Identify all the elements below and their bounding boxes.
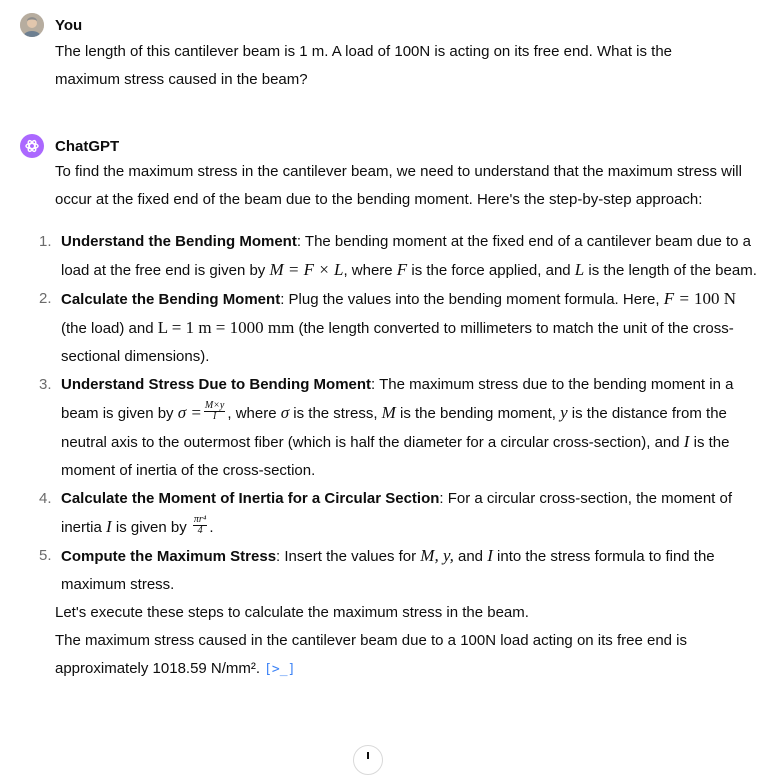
assistant-outro-1: Let's execute these steps to calculate the maximum stress in the beam. <box>55 604 529 621</box>
user-message-text: The length of this cantilever beam is 1 m. A load of 100N is acting on its free end. What is the maximum stress caused in the beam? <box>55 43 672 88</box>
assistant-author-name: ChatGPT <box>55 137 120 155</box>
list-item: 4. Calculate the Moment of Inertia for a Circular Section: For a circular cross-section, the moment of inertia I is given by $\frac{\text{πr⁴}}{4}$ . <box>39 490 733 536</box>
assistant-outro-2: The maximum stress caused in the cantilever beam due to a 100N load acting on its free end is approximately 1018.59 N/mm². [>_] <box>55 632 687 677</box>
list-item: 1. Understand the Bending Moment: The bending moment at the fixed end of a cantilever beam due to a load at the free end is given by M = F × L, where F is the force applied, and L is the length of the beam. <box>39 233 757 279</box>
scroll-down-button[interactable] <box>353 745 383 775</box>
assistant-message <box>20 134 760 684</box>
list-item: 5. Compute the Maximum Stress: Insert the values for M, y, and I into the stress formula to find the maximum stress. <box>39 546 715 593</box>
inertia-fraction: $\frac{\text{πr⁴}}{4}$ <box>193 513 207 536</box>
user-author-name: You <box>55 16 83 34</box>
arrow-down-icon <box>367 752 369 759</box>
assistant-intro: To find the maximum stress in the cantilever beam, we need to understand that the maximum stress will occur at the fixed end of the beam due to the bending moment. Here's the step-by-step approach: <box>55 163 742 208</box>
list-item: 2. Calculate the Bending Moment: Plug the values into the bending moment formula. Here, F = 100 N (the load) and L = 1 m = 1000 mm (the length converted to millimeters to match the unit of the cross-sectional dimensions). <box>39 289 737 365</box>
chatgpt-logo-icon <box>20 134 44 158</box>
user-avatar <box>20 13 44 37</box>
user-message <box>20 13 760 94</box>
stress-fraction: $\frac{M\times y}{I}$ <box>204 399 225 422</box>
view-analysis-icon[interactable]: [>_] <box>264 662 296 677</box>
user-photo-icon <box>20 13 44 37</box>
steps-list <box>39 228 760 599</box>
list-item: 3. Understand Stress Due to Bending Moment: The maximum stress due to the bending moment in a beam is given by σ = $\frac{M\times y}{I}$ , where σ is the stress, M is the bending moment, y is the distance from the neutral axis to the outermost fiber (which is half the diameter for a circular cross-section), and I is the moment of inertia of the cross-section. <box>39 376 734 479</box>
